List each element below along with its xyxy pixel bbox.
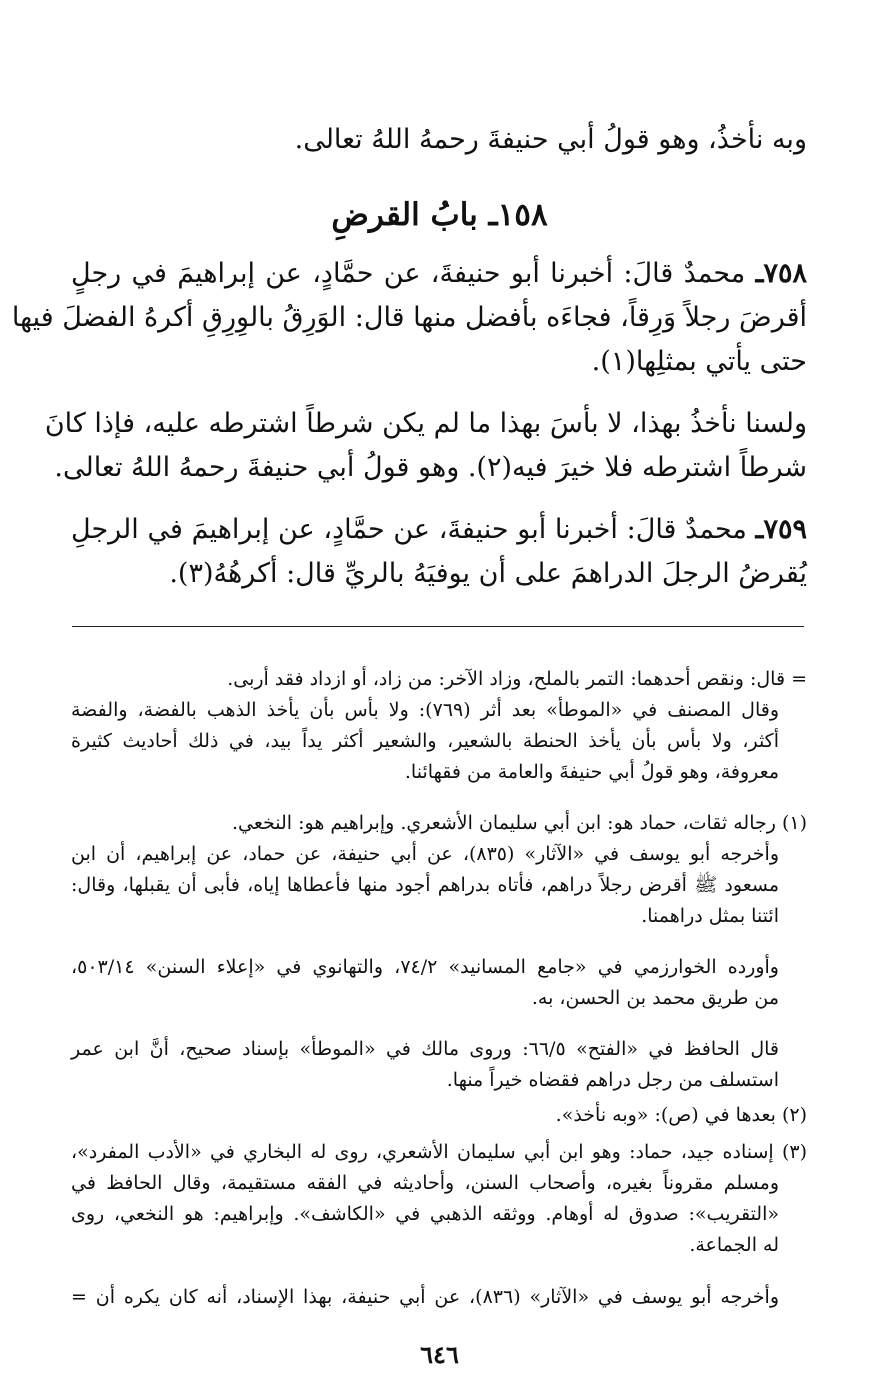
commentary-line-1: ولسنا نأخذُ بهذا، لا بأسَ بهذا ما لم يكن شرطاً اشترطه عليه، فإذا كانَ (44, 408, 807, 439)
footnote-line: ائتنا بمثل دراهمنا. (641, 905, 779, 927)
footnote-line: وأخرجه أبو يوسف في «الآثار» (٨٣٥)، عن أبي حنيفة، عن حماد، عن إبراهيم، أن ابن (71, 843, 779, 865)
footnote-line: له الجماعة. (689, 1234, 779, 1256)
footnote-line: وأخرجه أبو يوسف في «الآثار» (٨٣٦)، عن أبي حنيفة، بهذا الإسناد، أنه كان يكره أن = (71, 1286, 779, 1308)
footnote-line: = قال: ونقص أحدهما: التمر بالملح، وزاد الآخر: من زاد، أو ازداد فقد أربى. (227, 668, 807, 690)
footnote-line: قال الحافظ في «الفتح» ٦٦/٥: وروى مالك في «الموطأ» بإسناد صحيح، أنَّ ابن عمر (71, 1038, 780, 1060)
footnote-line: «التقريب»: صدوق له أوهام. ووثقه الذهبي في «الكاشف». وإبراهيم: هو النخعي، روى (71, 1203, 779, 1225)
hadith-758-line-3: حتى يأتي بمثلِها(١). (591, 346, 807, 377)
hadith-759-line-2: يُقرضُ الرجلَ الدراهمَ على أن يوفيَهُ بالريِّ قال: أكرهُهُ(٣). (169, 558, 807, 589)
footnote-line: استسلف من رجل دراهم فقضاه خيراً منها. (446, 1069, 779, 1091)
footnote-line: وأورده الخوارزمي في «جامع المسانيد» ٧٤/٢، والتهانوي في «إعلاء السنن» ٥٠٣/١٤، (71, 956, 779, 978)
hadith-number: ٧٥٩ـ (755, 514, 807, 545)
chapter-heading: ١٥٨ـ بابُ القرضِ (331, 197, 548, 233)
footnote-line: أكثر، ولا بأس بأن يأخذ الحنطة بالشعير، والشعير أكثر يداً بيد، في ذلك أحاديث كثيرة (71, 730, 779, 752)
hadith-758-line-2: أقرضَ رجلاً وَرِقاً، فجاءَه بأفضل منها قال: الوَرِقُ بالوِرِقِ أكرهُ الفضلَ فيها (11, 302, 807, 333)
hadith-759-line-1 (71, 508, 807, 552)
footnote-line: مسعود ﷺ أقرض رجلاً دراهم، فأتاه بدراهم أجود منها فأعطاها إياه، فأبى أن يقبلها، وقال: (71, 874, 779, 896)
footnote-line: من طريق محمد بن الحسن، به. (531, 987, 779, 1009)
hadith-text: محمدٌ قالَ: أخبرنا أبو حنيفةَ، عن حمَّادٍ، عن إبراهيمَ في الرجلِ (71, 514, 747, 545)
footnote-3-line: (٣) إسناده جيد، حماد: وهو ابن أبي سليمان الأشعري، روى له البخاري في «الأدب المفرد»، (71, 1141, 807, 1163)
footnote-separator (72, 626, 804, 627)
footnote-1-line: (١) رجاله ثقات، حماد هو: ابن أبي سليمان الأشعري. وإبراهيم هو: النخعي. (231, 812, 807, 834)
footnote-2-line: (٢) بعدها في (ص): «وبه نأخذ». (555, 1104, 807, 1126)
intro-line: وبه نأخذُ، وهو قولُ أبي حنيفةَ رحمهُ اللهُ تعالى. (294, 124, 807, 155)
footnote-line: وقال المصنف في «الموطأ» بعد أثر (٧٦٩): ولا بأس بأن يأخذ الذهب بالفضة، والفضة (71, 699, 779, 721)
hadith-text: محمدٌ قالَ: أخبرنا أبو حنيفةَ، عن حمَّادٍ، عن إبراهيمَ في رجلٍ (71, 258, 746, 289)
hadith-number: ٧٥٨ـ (755, 258, 807, 289)
page-number: ٦٤٦ (420, 1340, 459, 1369)
footnote-line: ومسلم مقروناً بغيره، وأصحاب السنن، وأحاديثه في الفقه مستقيمة، وقال الحافظ في (71, 1172, 779, 1194)
hadith-758-line-1 (71, 252, 807, 296)
footnote-line: معروفة، وهو قولُ أبي حنيفةَ والعامة من فقهائنا. (404, 761, 779, 783)
commentary-line-2: شرطاً اشترطه فلا خيرَ فيه(٢). وهو قولُ أبي حنيفةَ رحمهُ اللهُ تعالى. (54, 452, 807, 483)
